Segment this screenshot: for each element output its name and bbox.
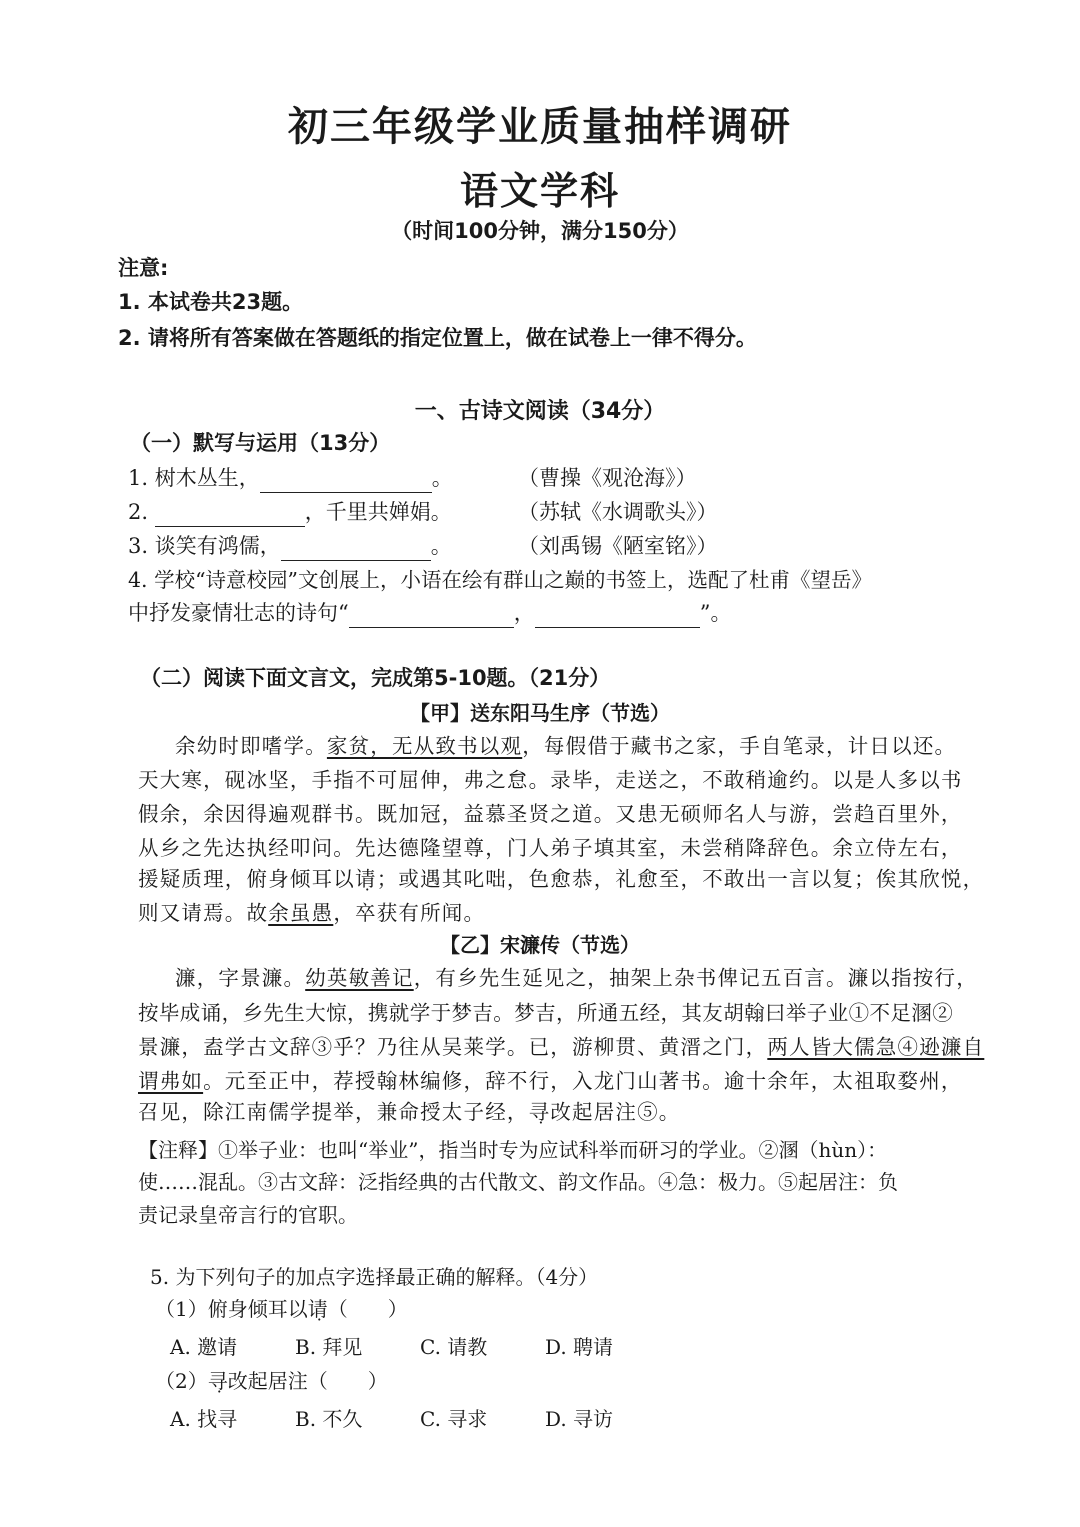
text-a-line-3: 假余，余因得遍观群书。既加冠，益慕圣贤之道。又患无硕师名人与游，尝趋百里外， [138,802,963,826]
answer-blank [349,605,514,628]
question-end: 。 [430,534,452,558]
option-b[interactable]: B. 不久 [295,1407,363,1431]
question-1 [128,463,453,493]
question-5-stem: 5. 为下列句子的加点字选择最正确的解释。（4分） [150,1265,599,1289]
question-2-source: （苏轼《水调歌头》） [518,500,718,524]
text-a-line-5: 援疑质理，俯身倾耳以请；或遇其叱咄，色愈恭，礼愈至，不敢出一言以复；俟其欣悦， [138,867,985,891]
text-a-line-2: 天大寒，砚冰坚，手指不可屈伸，弗之怠。录毕，走送之，不敢稍逾约。以是人多以书 [138,768,963,792]
text-b-line-4: 谓弗如。元至正中，荐授翰林编修，辞不行，入龙门山著书。逾十余年，太祖取婺州， [138,1069,963,1093]
part-1-heading: （一）默写与运用（13分） [130,431,391,455]
question-text: 谈笑有鸿儒， [154,534,281,558]
option-d[interactable]: D. 寻访 [545,1407,614,1431]
question-number: 2. [128,500,149,524]
notes-line-3: 责记录皇帝言行的官职。 [138,1203,358,1227]
dotted-char: 请 [355,867,377,891]
text-b-line-5: 召见，除江南儒学提举，兼命授太子经，寻改起居注⑤。 [138,1100,681,1124]
option-a[interactable]: A. 找寻 [170,1407,238,1431]
option-c[interactable]: C. 请教 [420,1335,488,1359]
text-b-line-1: 濂，字景濂。幼英敏善记，有乡先生延见之，抽架上杂书俾记五百言。濂以指按行， [175,966,978,990]
question-5-sub-2-options [170,1404,670,1434]
question-4-line-1: 4. 学校“诗意校园”文创展上，小语在绘有群山之巅的书签上，选配了杜甫《望岳》 [128,568,873,592]
option-a[interactable]: A. 邀请 [170,1335,238,1359]
answer-blank [155,504,305,527]
notice-item-2: 2. 请将所有答案做在答题纸的指定位置上，做在试卷上一律不得分。 [118,326,757,350]
text-a-title: 【甲】送东阳马生序（节选） [410,701,670,725]
question-end: 。 [431,466,453,490]
question-5-sub-1: （1）俯身倾耳以请（ ） [155,1297,408,1321]
question-text: 树木丛生， [154,466,260,490]
question-number: 3. [128,534,149,558]
comma: ， [513,601,535,625]
question-5-sub-2: （2）寻改起居注（ ） [155,1369,388,1393]
text-b-title: 【乙】宋濂传（节选） [440,933,640,957]
time-info: （时间100分钟，满分150分） [391,219,689,243]
underlined-phrase: 谓弗如 [138,1069,204,1093]
option-c[interactable]: C. 寻求 [420,1407,488,1431]
text-a-line-1: 余幼时即嗜学。家贫，无从致书以观，每假借于藏书之家，手自笔录，计日以还。 [175,734,957,758]
option-b[interactable]: B. 拜见 [295,1335,363,1359]
section-1-heading: 一、古诗文阅读（34分） [414,399,666,424]
question-text: 中抒发豪情壮志的诗句“ [128,601,349,625]
text-a-line-6: 则又请焉。故余虽愚，卒获有所闻。 [138,901,486,925]
subject-title: 语文学科 [459,169,620,213]
answer-blank [281,538,431,561]
notice-item-1: 1. 本试卷共23题。 [118,290,304,314]
underlined-phrase: 余虽愚 [268,901,334,925]
part-2-heading: （二）阅读下面文言文，完成第5-10题。（21分） [140,666,611,690]
underlined-phrase: 两人皆大儒急④逊濂自 [767,1035,985,1059]
option-d[interactable]: D. 聘请 [545,1335,614,1359]
question-5-sub-1-options [170,1332,670,1362]
notes-line-2: 使……混乱。③古文辞：泛指经典的古代散文、韵文作品。④急：极力。⑤起居注：负 [138,1170,898,1194]
dotted-char: 寻 [528,1100,551,1124]
question-text: ，千里共婵娟。 [304,500,452,524]
question-4-line-2 [128,598,732,628]
text-b-line-3: 景濂，盍学古文辞③乎？乃往从吴莱学。已，游柳贯、黄溍之门，两人皆大儒急④逊濂自 [138,1035,985,1059]
question-1-source: （曹操《观沧海》） [518,466,697,490]
question-2 [128,497,452,527]
underlined-phrase: 幼英敏善记 [305,966,414,990]
question-number: 1. [128,466,149,490]
notes-line-1: 【注释】①举子业：也叫“举业”，指当时专为应试科举而研习的学业。②溷（hùn）： [138,1138,888,1162]
exam-title: 初三年级学业质量抽样调研 [288,104,792,150]
underlined-phrase: 家贫，无从致书以观 [326,734,523,758]
question-3-source: （刘禹锡《陋室铭》） [518,534,718,558]
question-end: ”。 [699,601,732,625]
dotted-char: 请 [307,1297,328,1321]
text-a-line-4: 从乡之先达执经叩问。先达德隆望尊，门人弟子填其室，未尝稍降辞色。余立侍左右， [138,836,963,860]
question-3 [128,531,452,561]
text-b-line-2: 按毕成诵，乡先生大惊，携就学于梦吉。梦吉，所通五经，其友胡翰曰举子业①不足溷② [138,1001,954,1025]
notice-label: 注意: [118,256,169,280]
dotted-char: 寻 [207,1369,228,1393]
answer-blank [535,605,700,628]
answer-blank [260,470,432,493]
